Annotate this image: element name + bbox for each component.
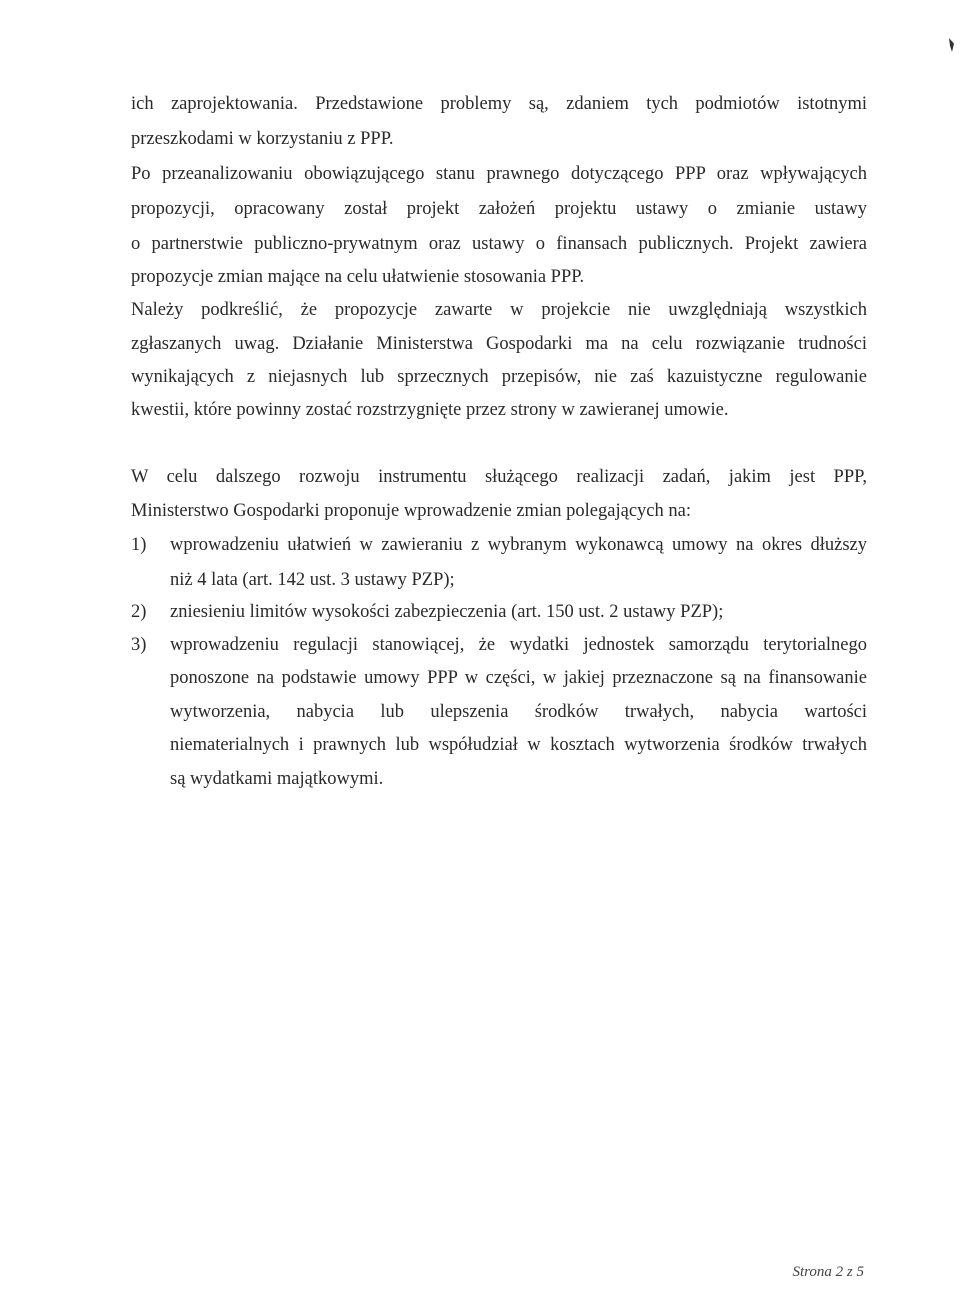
list-item-line: wprowadzeniu ułatwień w zawieraniu z wybranym wykonawcą umowy na okres dłuższy — [170, 535, 867, 555]
paragraph-line: o partnerstwie publiczno-prywatnym oraz ustawy o finansach publicznych. Projekt zawiera — [131, 234, 867, 254]
list-item-number: 3) — [131, 635, 147, 655]
list-item-number: 2) — [131, 602, 147, 622]
list-item-line: są wydatkami majątkowymi. — [170, 769, 384, 789]
list-item-line: wprowadzeniu regulacji stanowiącej, że wydatki jednostek samorządu terytorialnego — [170, 635, 867, 655]
paragraph-line: propozycji, opracowany został projekt założeń projektu ustawy o zmianie ustawy — [131, 199, 867, 219]
paragraph-line: ich zaprojektowania. Przedstawione problemy są, zdaniem tych podmiotów istotnymi — [131, 94, 867, 114]
paragraph-line: W celu dalszego rozwoju instrumentu służącego realizacji zadań, jakim jest PPP, — [131, 467, 867, 487]
list-item-line: zniesieniu limitów wysokości zabezpieczenia (art. 150 ust. 2 ustawy PZP); — [170, 602, 724, 622]
paragraph-line: Należy podkreślić, że propozycje zawarte w projekcie nie uwzględniają wszystkich — [131, 300, 867, 320]
list-item-line: ponoszone na podstawie umowy PPP w części, w jakiej przeznaczone są na finansowanie — [170, 668, 867, 688]
paragraph-line: Ministerstwo Gospodarki proponuje wprowadzenie zmian polegających na: — [131, 501, 691, 521]
list-item-line: niematerialnych i prawnych lub współudział w kosztach wytworzenia środków trwałych — [170, 735, 867, 755]
scan-artifact-mark — [949, 38, 954, 52]
paragraph-line: propozycje zmian mające na celu ułatwienie stosowania PPP. — [131, 267, 585, 287]
paragraph-line: Po przeanalizowaniu obowiązującego stanu prawnego dotyczącego PPP oraz wpływających — [131, 164, 867, 184]
paragraph-line: zgłaszanych uwag. Działanie Ministerstwa Gospodarki ma na celu rozwiązanie trudności — [131, 334, 867, 354]
paragraph-line: kwestii, które powinny zostać rozstrzygnięte przez strony w zawieranej umowie. — [131, 400, 729, 420]
list-item-number: 1) — [131, 535, 147, 555]
paragraph-line: przeszkodami w korzystaniu z PPP. — [131, 129, 394, 149]
page-number-footer: Strona 2 z 5 — [792, 1264, 864, 1280]
list-item-line: wytworzenia, nabycia lub ulepszenia środków trwałych, nabycia wartości — [170, 702, 867, 722]
list-item-line: niż 4 lata (art. 142 ust. 3 ustawy PZP); — [170, 570, 455, 590]
paragraph-line: wynikających z niejasnych lub sprzecznych przepisów, nie zaś kazuistyczne regulowanie — [131, 367, 867, 387]
